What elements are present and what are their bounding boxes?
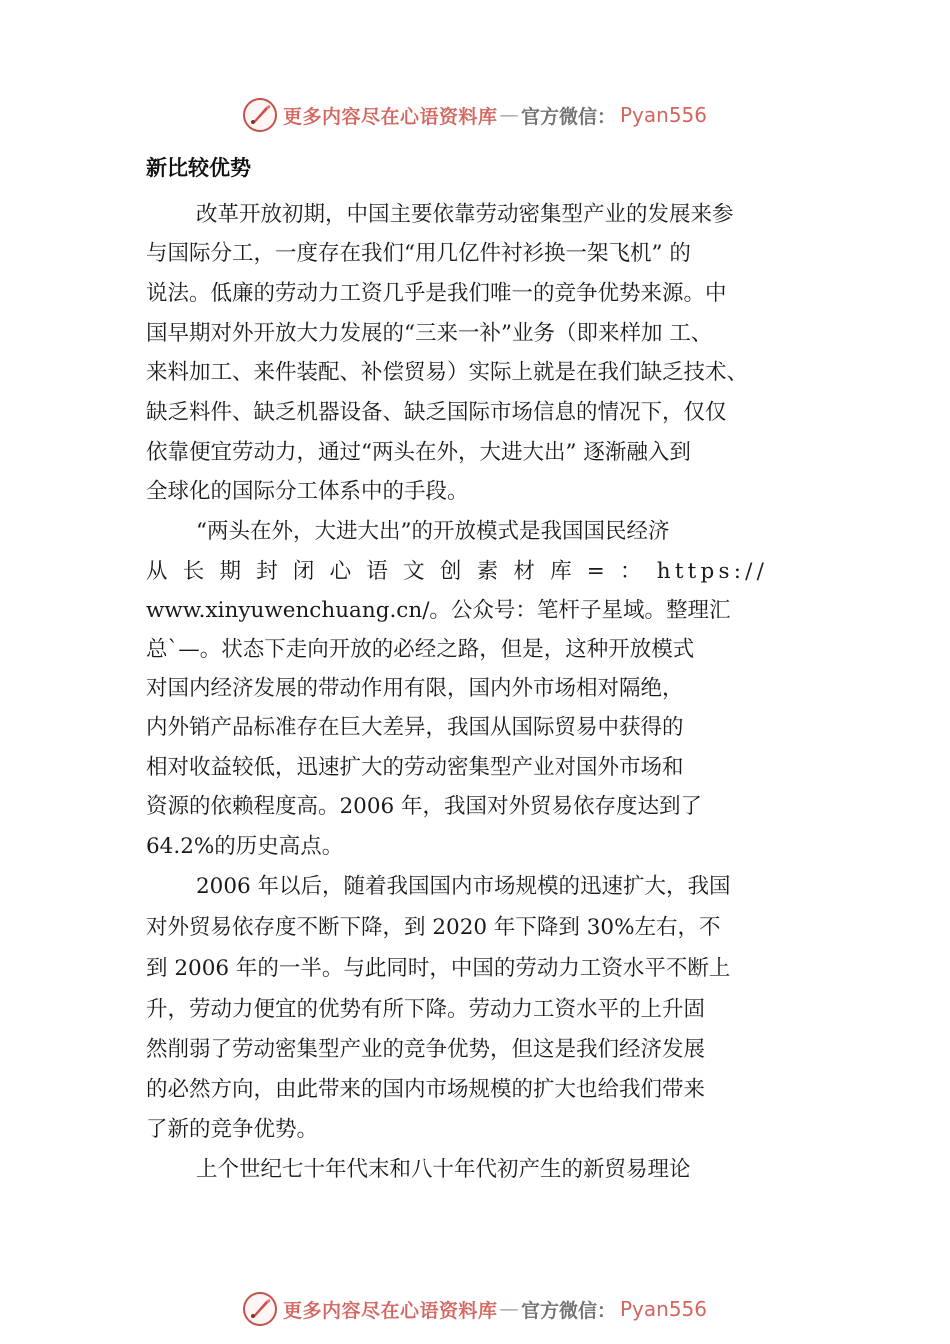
text-line: 到 2006 年的一半。与此同时，中国的劳动力工资水平不断上 xyxy=(146,956,731,981)
text-line: 了新的竞争优势。 xyxy=(146,1117,319,1142)
text-line: 依靠便宜劳动力，通过“两头在外，大进大出” 逐渐融入到 xyxy=(146,440,691,465)
banner-title: 更多内容尽在心语资料库 xyxy=(282,1299,498,1322)
banner-separator: — xyxy=(499,1298,519,1320)
text-line: 总`—。状态下走向开放的必经之路，但是，这种开放模式 xyxy=(146,637,695,662)
text-line: 相对收益较低，迅速扩大的劳动密集型产业对国外市场和 xyxy=(146,755,684,780)
text-line: 从 长 期 封 闭 心 语 文 创 素 材 库 = ： https:// xyxy=(146,559,769,584)
banner-wechat-id: Pyan556 xyxy=(620,103,708,127)
quill-logo-icon xyxy=(243,1292,277,1326)
text-line: 来料加工、来件装配、补偿贸易）实际上就是在我们缺乏技术、 xyxy=(146,360,749,385)
text-line: 改革开放初期，中国主要依靠劳动密集型产业的发展来参 xyxy=(196,202,734,227)
banner-official-label: 官方微信： xyxy=(520,1299,616,1322)
header-banner xyxy=(0,95,950,135)
footer-banner xyxy=(0,1289,950,1329)
text-line: 全球化的国际分工体系中的手段。 xyxy=(146,479,469,504)
banner-official-label: 官方微信： xyxy=(520,105,616,128)
text-line: 的必然方向，由此带来的国内市场规模的扩大也给我们带来 xyxy=(146,1077,706,1102)
quill-logo-icon xyxy=(243,98,277,132)
text-line: 对国内经济发展的带动作用有限，国内外市场相对隔绝， xyxy=(146,676,684,701)
text-line: “两头在外，大进大出”的开放模式是我国国民经济 xyxy=(196,519,670,544)
text-line: 升，劳动力便宜的优势有所下降。劳动力工资水平的上升固 xyxy=(146,997,706,1022)
text-line: 内外销产品标准存在巨大差异，我国从国际贸易中获得的 xyxy=(146,715,684,740)
text-line: 2006 年以后，随着我国国内市场规模的迅速扩大，我国 xyxy=(196,874,731,899)
banner-separator: — xyxy=(499,104,519,126)
text-line: 国早期对外开放大力发展的“三来一补”业务（即来样加 工、 xyxy=(146,321,713,346)
text-line: 64.2%的历史高点。 xyxy=(146,834,344,859)
text-line: 然削弱了劳动密集型产业的竞争优势，但这是我们经济发展 xyxy=(146,1037,706,1062)
text-line: 缺乏料件、缺乏机器设备、缺乏国际市场信息的情况下，仅仅 xyxy=(146,400,727,425)
text-line: 说法。低廉的劳动力工资几乎是我们唯一的竞争优势来源。中 xyxy=(146,281,727,306)
article-title: 新比较优势 xyxy=(146,156,251,180)
text-line: www.xinyuwenchuang.cn/。公众号：笔杆子星域。整理汇 xyxy=(146,598,731,623)
text-line: 上个世纪七十年代末和八十年代初产生的新贸易理论 xyxy=(196,1157,691,1182)
text-line: 对外贸易依存度不断下降，到 2020 年下降到 30%左右，不 xyxy=(146,915,721,940)
text-line: 与国际分工，一度存在我们“用几亿件衬衫换一架飞机” 的 xyxy=(146,241,691,266)
banner-wechat-id: Pyan556 xyxy=(620,1297,708,1321)
text-line: 资源的依赖程度高。2006 年，我国对外贸易依存度达到了 xyxy=(146,794,703,819)
banner-title: 更多内容尽在心语资料库 xyxy=(282,105,498,128)
